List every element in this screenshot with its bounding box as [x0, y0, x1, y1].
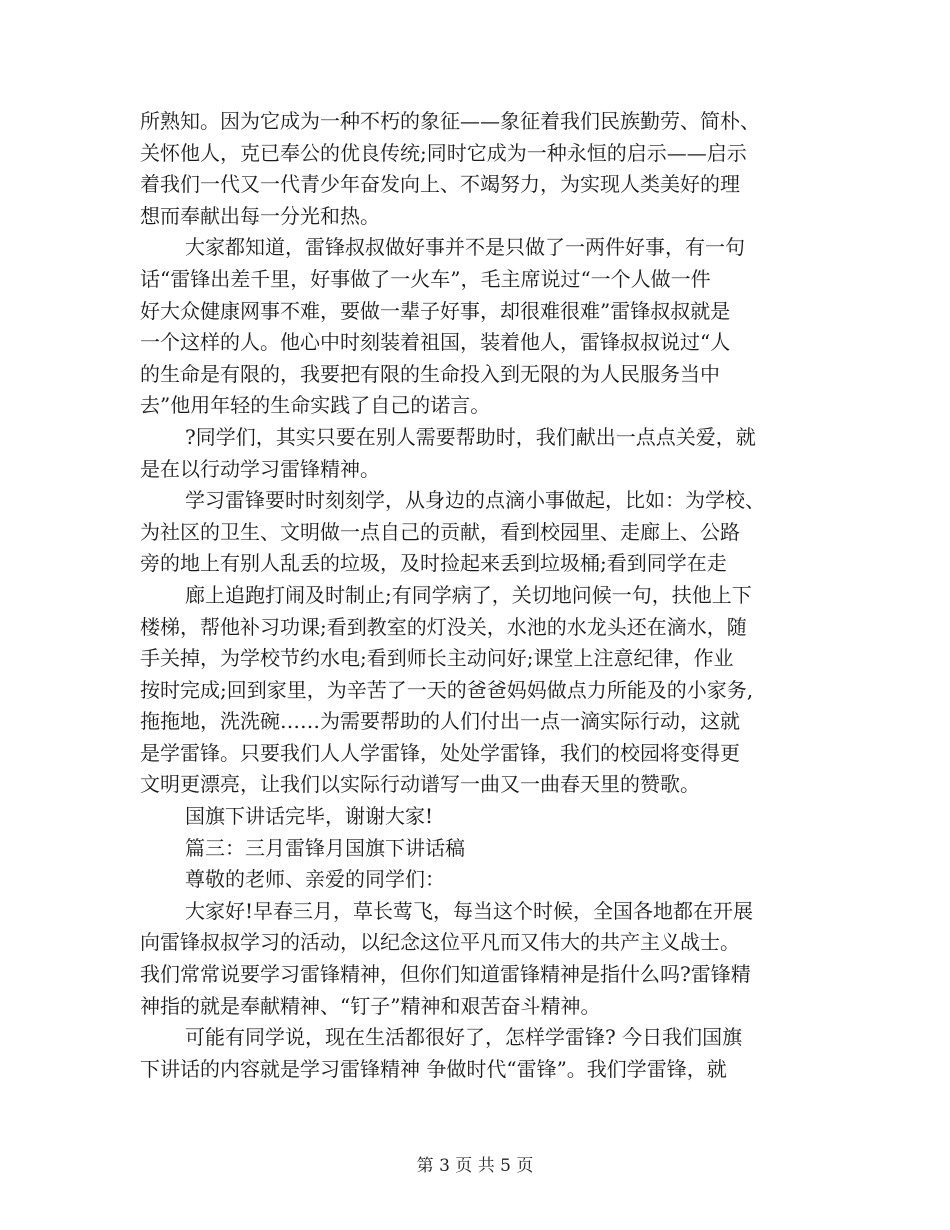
text-line: 楼梯，帮他补习功课;看到教室的灯没关，水池的水龙头还在滴水，随	[140, 614, 747, 639]
text-line: 话“雷锋出差千里，好事做了一火车”，毛主席说过“一个人做一件	[140, 266, 711, 291]
text-line: 手关掉，为学校节约水电;看到师长主动问好;课堂上注意纪律，作业	[140, 646, 734, 671]
text-line: 文明更漂亮，让我们以实际行动谱写一曲又一曲春天里的赞歌。	[140, 772, 700, 797]
text-line: 按时完成;回到家里，为辛苦了一天的爸爸妈妈做点力所能及的小家务,	[140, 677, 754, 702]
text-line: 的生命是有限的，我要把有限的生命投入到无限的为人民服务当中	[140, 361, 720, 386]
text-line: 我们常常说要学习雷锋精神，但你们知道雷锋精神是指什么吗?雷锋精	[140, 962, 751, 987]
text-line: 神指的就是奉献精神、“钉子”精神和艰苦奋斗精神。	[140, 993, 601, 1018]
text-line: 关怀他人，克已奉公的优良传统;同时它成为一种永恒的启示——启示	[140, 140, 747, 165]
text-line: 是学雷锋。只要我们人人学雷锋，处处学雷锋，我们的校园将变得更	[140, 740, 740, 765]
text-line: 下讲话的内容就是学习雷锋精神 争做时代“雷锋”。我们学雷锋，就	[140, 1056, 727, 1081]
text-line: 大家都知道，雷锋叔叔做好事并不是只做了一两件好事，有一句	[185, 235, 745, 260]
text-line: 廊上追跑打闹及时制止;有同学病了，关切地问候一句，扶他上下	[185, 582, 752, 607]
text-line: 一个这样的人。他心中时刻装着祖国，装着他人，雷锋叔叔说过“人	[140, 330, 731, 355]
text-line: 向雷锋叔叔学习的活动，以纪念这位平凡而又伟大的共产主义战士。	[140, 930, 740, 955]
text-line: 旁的地上有别人乱丢的垃圾，及时捡起来丢到垃圾桶;看到同学在走	[140, 551, 727, 576]
text-line: 着我们一代又一代青少年奋发向上、不竭努力，为实现人类美好的理	[140, 172, 740, 197]
page-footer: 第 3 页 共 5 页	[416, 1156, 534, 1176]
text-line: 拖拖地，洗洗碗……为需要帮助的人们付出一点一滴实际行动，这就	[140, 709, 740, 734]
text-line: 是在以行动学习雷锋精神。	[140, 456, 380, 481]
text-line: 好大众健康网事不难，要做一辈子好事，却很难很难”雷锋叔叔就是	[140, 298, 731, 323]
text-line: 大家好!早春三月，草长莺飞，每当这个时候，全国各地都在开展	[185, 898, 754, 923]
text-line: 尊敬的老师、亲爱的同学们：	[185, 867, 445, 892]
text-line: 所熟知。因为它成为一种不朽的象征——象征着我们民族勤劳、简朴、	[140, 109, 760, 133]
text-line: 为社区的卫生、文明做一点自己的贡献，看到校园里、走廊上、公路	[140, 519, 740, 544]
text-line: ?同学们，其实只要在别人需要帮助时，我们献出一点点关爱，就	[185, 424, 756, 449]
text-line: 国旗下讲话完毕，谢谢大家!	[185, 804, 434, 829]
text-line: 想而奉献出每一分光和热。	[140, 203, 380, 228]
body-text	[140, 106, 820, 1085]
text-line: 去”他用年轻的生命实践了自己的诺言。	[140, 393, 491, 418]
text-line: 学习雷锋要时时刻刻学，从身边的点滴小事做起，比如：为学校、	[185, 488, 765, 513]
text-line: 可能有同学说，现在生活都很好了，怎样学雷锋? 今日我们国旗	[185, 1025, 743, 1050]
text-line: 篇三：三月雷锋月国旗下讲话稿	[185, 835, 465, 860]
